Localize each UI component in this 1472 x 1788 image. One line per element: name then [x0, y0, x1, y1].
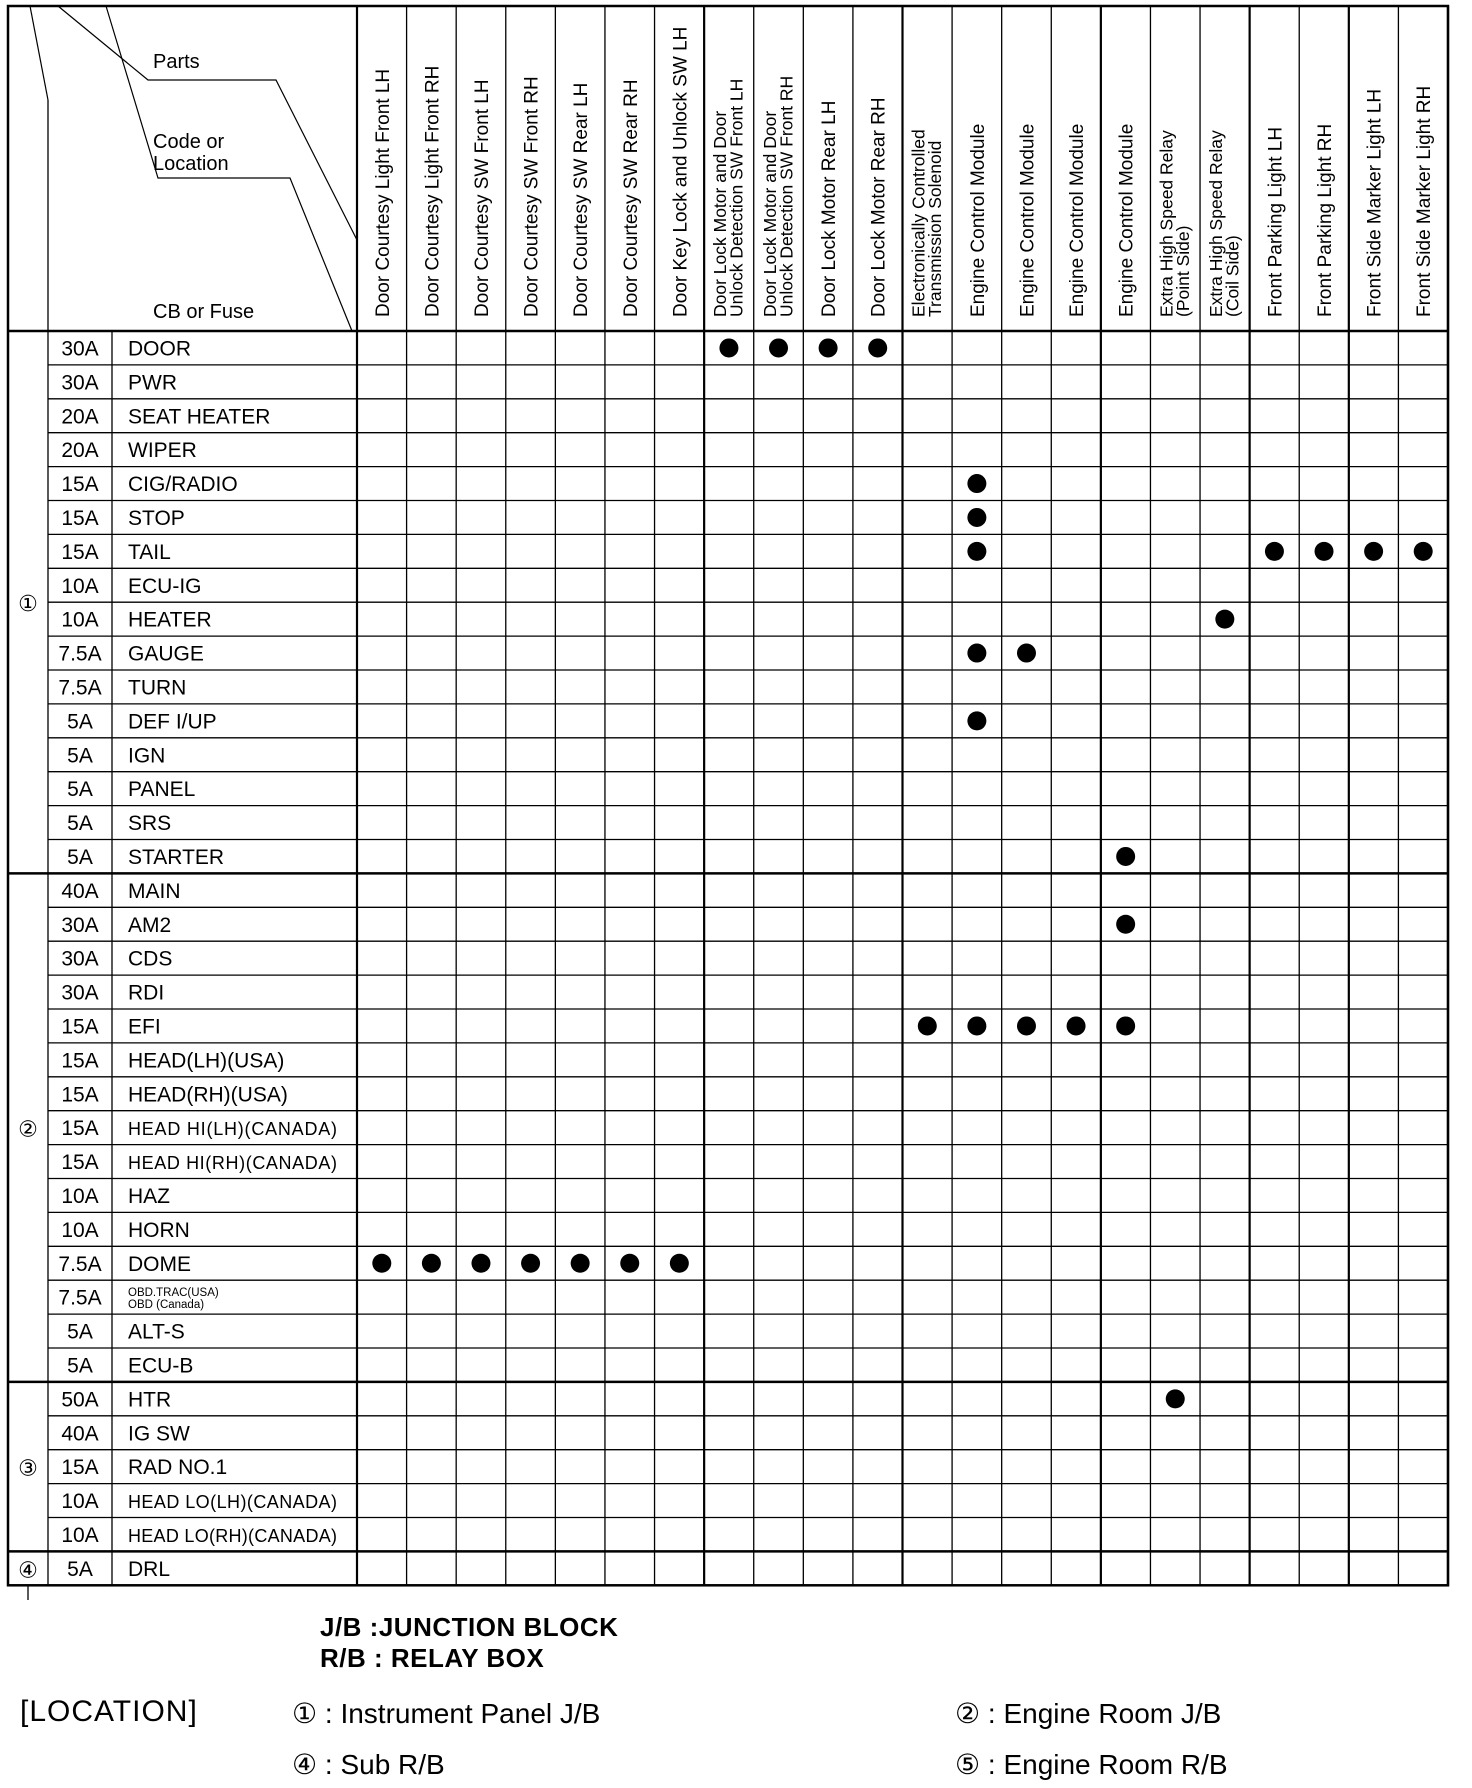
fuse-amperage: 40A	[61, 1422, 99, 1446]
column-header-5: Door Courtesy SW Rear LH	[571, 82, 593, 317]
column-header-12: Transmission Solenoid	[925, 140, 946, 317]
fuse-name: DEF I/UP	[128, 710, 217, 734]
header-diagonal	[30, 6, 48, 100]
location-code-4: ④	[18, 1558, 38, 1584]
column-header-8: Unlock Detection SW Front LH	[726, 78, 747, 317]
column-header-20: Front Parking Light RH	[1315, 123, 1337, 317]
connection-dot	[967, 1016, 986, 1035]
fuse-amperage: 5A	[67, 778, 93, 802]
connection-dot	[819, 338, 838, 357]
connection-dot	[967, 711, 986, 730]
connection-dot	[422, 1254, 441, 1273]
connection-dot	[1215, 610, 1234, 629]
column-header-19: Front Parking Light LH	[1265, 126, 1287, 317]
fuse-name: MAIN	[128, 879, 181, 903]
jb-abbreviation: J/B :JUNCTION BLOCK	[320, 1612, 619, 1642]
fuse-amperage: 30A	[61, 981, 99, 1005]
fuse-name: DOOR	[128, 337, 191, 361]
connection-dot	[1265, 542, 1284, 561]
fuse-name: IG SW	[128, 1422, 190, 1446]
column-header-8: Door Lock Motor and Door	[710, 110, 731, 317]
fuse-name: HTR	[128, 1388, 172, 1412]
column-header-17: Extra High Speed Relay	[1156, 130, 1177, 317]
column-header-12: Electronically Controlled	[908, 129, 929, 317]
fuse-amperage: 15A	[61, 1015, 99, 1039]
fuse-name: STARTER	[128, 845, 225, 869]
column-header-9: Unlock Detection SW Front RH	[776, 75, 797, 317]
connection-dot	[1315, 542, 1334, 561]
fuse-name: HEAD HI(RH)(CANADA)	[128, 1153, 337, 1174]
connection-dot	[769, 338, 788, 357]
location-1: ① : Instrument Panel J/B	[292, 1698, 601, 1729]
rb-abbreviation: R/B : RELAY BOX	[320, 1643, 545, 1673]
fuse-amperage: 7.5A	[58, 676, 102, 700]
fuse-name: PANEL	[128, 778, 196, 802]
fuse-name: OBD.TRAC(USA)	[128, 1287, 219, 1300]
fuse-name: HEAD LO(LH)(CANADA)	[128, 1492, 337, 1513]
fuse-amperage: 30A	[61, 371, 99, 395]
fuse-name: SEAT HEATER	[128, 405, 271, 429]
location-title: [LOCATION]	[20, 1695, 198, 1728]
column-header-3: Door Courtesy SW Front LH	[471, 79, 493, 317]
connection-dot	[372, 1254, 391, 1273]
fuse-name: STOP	[128, 506, 185, 530]
fuse-amperage: 5A	[67, 744, 93, 768]
abbreviation-legend	[320, 1612, 618, 1674]
fuse-name: SRS	[128, 812, 172, 836]
connection-dot	[967, 542, 986, 561]
fuse-amperage: 5A	[67, 1354, 93, 1378]
fuse-name: DRL	[128, 1557, 171, 1581]
connection-dot	[620, 1254, 639, 1273]
fuse-name: HEAD(LH)(USA)	[128, 1049, 285, 1073]
fuse-amperage: 20A	[61, 405, 99, 429]
connection-dot	[967, 644, 986, 663]
fuse-amperage: 30A	[61, 947, 99, 971]
fuse-amperage: 15A	[61, 1117, 99, 1141]
connection-dot	[967, 508, 986, 527]
column-header-22: Front Side Marker Light RH	[1414, 85, 1436, 317]
column-header-7: Door Key Lock and Unlock SW LH	[670, 26, 692, 317]
fuse-amperage: 15A	[61, 1151, 99, 1175]
fuse-name: EFI	[128, 1015, 161, 1039]
fuse-amperage: 10A	[61, 1184, 99, 1208]
fuse-amperage: 7.5A	[58, 642, 102, 666]
location-code-3: ③	[18, 1456, 38, 1482]
fuse-name: HEAD(RH)(USA)	[128, 1083, 288, 1107]
fuse-amperage: 5A	[67, 1557, 93, 1581]
fuse-name: TURN	[128, 676, 187, 700]
location-label: Location	[153, 153, 229, 175]
column-header-21: Front Side Marker Light LH	[1364, 88, 1386, 317]
fuse-amperage: 10A	[61, 574, 99, 598]
connection-dot	[1116, 915, 1135, 934]
column-header-17: (Point Side)	[1173, 225, 1193, 317]
column-header-4: Door Courtesy SW Front RH	[521, 76, 543, 317]
cb-fuse-label: CB or Fuse	[153, 301, 255, 323]
fuse-name: GAUGE	[128, 642, 204, 666]
connection-dot	[868, 338, 887, 357]
fuse-name: RAD NO.1	[128, 1456, 228, 1480]
connection-dot	[1017, 1016, 1036, 1035]
fuse-name: WIPER	[128, 439, 197, 463]
connection-dot	[1166, 1389, 1185, 1408]
fuse-name: ECU-IG	[128, 574, 202, 598]
fuse-amperage: 7.5A	[58, 1252, 102, 1276]
connection-dot	[1116, 1016, 1135, 1035]
connection-dot	[1067, 1016, 1086, 1035]
column-header-2: Door Courtesy Light Front RH	[422, 65, 444, 317]
column-header-14: Engine Control Module	[1017, 123, 1039, 317]
column-header-6: Door Courtesy SW Rear RH	[620, 79, 642, 317]
fuse-amperage: 10A	[61, 1523, 99, 1547]
column-header-15: Engine Control Module	[1067, 123, 1089, 317]
fuse-name: PWR	[128, 371, 177, 395]
fuse-name: HEAD HI(LH)(CANADA)	[128, 1119, 337, 1140]
code-label: Code or	[153, 131, 225, 153]
header-diagonal-code	[106, 6, 352, 331]
fuse-name: HEATER	[128, 608, 212, 632]
connection-dot	[670, 1254, 689, 1273]
fuse-amperage: 7.5A	[58, 1286, 102, 1310]
fuse-amperage: 15A	[61, 540, 99, 564]
fuse-amperage: 5A	[67, 845, 93, 869]
connection-dot	[1364, 542, 1383, 561]
fuse-amperage: 15A	[61, 1083, 99, 1107]
fuse-name: AM2	[128, 913, 172, 937]
fuse-amperage: 5A	[67, 710, 93, 734]
fuse-name: CIG/RADIO	[128, 473, 238, 497]
fuse-amperage: 15A	[61, 473, 99, 497]
column-header-13: Engine Control Module	[967, 123, 989, 317]
fuse-name: DOME	[128, 1252, 191, 1276]
column-header-11: Door Lock Motor Rear RH	[868, 97, 890, 317]
location-code-1: ①	[18, 592, 38, 618]
fuse-name: OBD (Canada)	[128, 1299, 205, 1312]
fuse-amperage: 5A	[67, 1320, 93, 1344]
fuse-amperage: 30A	[61, 337, 99, 361]
connection-dot	[1017, 644, 1036, 663]
fuse-name: HORN	[128, 1218, 190, 1242]
fuse-name: HAZ	[128, 1184, 170, 1208]
fuse-amperage: 15A	[61, 506, 99, 530]
connection-dot	[719, 338, 738, 357]
column-header-1: Door Courtesy Light Front LH	[372, 68, 394, 317]
fuse-amperage: 20A	[61, 439, 99, 463]
connection-dot	[967, 474, 986, 493]
fuse-name: RDI	[128, 981, 165, 1005]
column-header-9: Door Lock Motor and Door	[759, 110, 780, 317]
location-code-2: ②	[18, 1117, 38, 1143]
fuse-name: ALT-S	[128, 1320, 185, 1344]
fuse-amperage: 5A	[67, 812, 93, 836]
column-header-10: Door Lock Motor Rear LH	[819, 100, 841, 317]
column-header-16: Engine Control Module	[1116, 123, 1138, 317]
fuse-amperage: 10A	[61, 1490, 99, 1514]
location-2: ② : Engine Room J/B	[955, 1698, 1222, 1729]
connection-dot	[918, 1016, 937, 1035]
connection-dot	[471, 1254, 490, 1273]
fuse-amperage: 40A	[61, 879, 99, 903]
connection-dot	[521, 1254, 540, 1273]
connection-dot	[571, 1254, 590, 1273]
location-5: ⑤ : Engine Room R/B	[955, 1749, 1228, 1780]
fuse-name: IGN	[128, 744, 166, 768]
fuse-name: ECU-B	[128, 1354, 194, 1378]
fuse-amperage: 10A	[61, 1218, 99, 1242]
fuse-amperage: 15A	[61, 1049, 99, 1073]
column-header-18: Extra High Speed Relay	[1206, 130, 1227, 317]
fuse-name: CDS	[128, 947, 173, 971]
location-4: ④ : Sub R/B	[292, 1749, 445, 1780]
connection-dot	[1414, 542, 1433, 561]
fuse-name: HEAD LO(RH)(CANADA)	[128, 1525, 337, 1546]
connection-dot	[1116, 847, 1135, 866]
fuse-amperage: 10A	[61, 608, 99, 632]
fuse-amperage: 15A	[61, 1456, 99, 1480]
fuse-amperage: 50A	[61, 1388, 99, 1412]
header-diagonal-parts	[58, 6, 357, 240]
parts-label: Parts	[153, 51, 200, 73]
fuse-amperage: 30A	[61, 913, 99, 937]
column-header-18: (Coil Side)	[1222, 235, 1243, 317]
fuse-name: TAIL	[128, 540, 171, 564]
